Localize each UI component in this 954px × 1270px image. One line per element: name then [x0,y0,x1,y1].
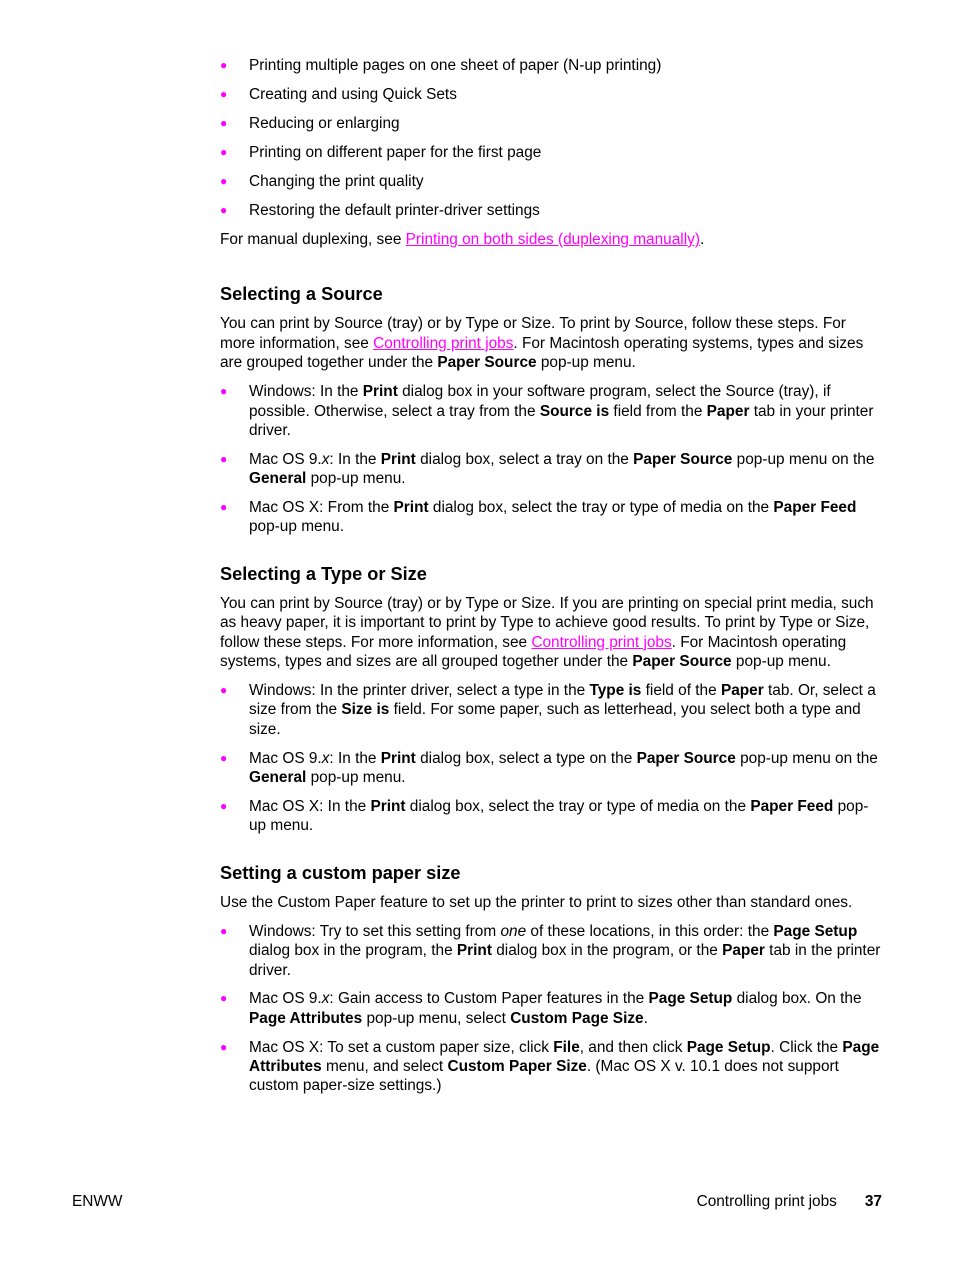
type-size-list [220,681,882,836]
list-item: ● Changing the print quality [220,173,424,190]
bullet-icon: ● [220,58,228,72]
bullet-icon: ● [220,798,228,813]
bullet-icon: ● [220,116,228,130]
section-paragraph: You can print by Source (tray) or by Type or Size. If you are printing on special print media, such as heavy paper, it is important to print by Type to achieve good results. To print by Type or Size, follow these steps. For more information, see Controlling print jobs. For Macintosh operating systems, types and sizes are all grouped together under the Paper Source pop-up menu. [220,594,874,671]
list-item: ● Restoring the default printer-driver settings [220,202,540,219]
bullet-icon: ● [220,145,228,159]
page-footer [72,1192,882,1212]
bullet-icon: ● [220,500,228,515]
bullet-icon: ● [220,87,228,101]
list-item: ● Windows: In the printer driver, select a type in the Type is field of the Paper tab. Or, select a size from the Size is field. For some paper, such as letterhead, you select both a type and size. [220,682,876,738]
bullet-icon: ● [220,683,228,698]
duplex-link[interactable]: Printing on both sides (duplexing manually) [405,231,700,248]
list-item: ● Mac OS X: To set a custom paper size, click File, and then click Page Setup. Click the Page Attributes menu, and select Custom Paper Size. (Mac OS X v. 10.1 does not support custom paper-size settings.) [220,1038,880,1095]
section-paragraph: You can print by Source (tray) or by Type or Size. To print by Source, follow these steps. For more information, see Controlling print jobs. For Macintosh operating systems, types and sizes are grouped together under the Paper Source pop-up menu. [220,315,864,372]
footer-section-title: Controlling print jobs [696,1193,837,1210]
controlling-print-jobs-link[interactable]: Controlling print jobs [373,334,514,352]
list-item: ● Printing on different paper for the first page [220,144,542,161]
custom-size-list [220,922,882,1096]
bullet-icon: ● [220,991,228,1006]
list-item: ● Windows: Try to set this setting from one of these locations, in this order: the Page Setup dialog box in the program, the Print dialog box in the program, or the Paper tab in the printer driver. [220,922,881,979]
section-heading-custom-size: Setting a custom paper size [220,862,461,883]
bullet-icon: ● [220,750,228,765]
footer-label: ENWW [72,1193,123,1210]
list-item: ● Reducing or enlarging [220,115,400,132]
section-heading-source: Selecting a Source [220,284,383,305]
page-content [220,56,882,1105]
bullet-icon: ● [220,174,228,188]
list-item: ● Creating and using Quick Sets [220,86,457,103]
source-list [220,382,882,537]
duplex-paragraph: For manual duplexing, see Printing on both sides (duplexing manually). [220,231,705,248]
bullet-icon: ● [220,384,228,399]
intro-list [220,56,882,220]
bullet-icon: ● [220,923,228,938]
controlling-print-jobs-link[interactable]: Controlling print jobs [531,633,672,651]
page-number: 37 [864,1193,882,1210]
list-item: ● Mac OS 9.x: Gain access to Custom Paper features in the Page Setup dialog box. On the Page Attributes pop-up menu, select Custom Page Size. [220,990,862,1027]
bullet-icon: ● [220,203,228,217]
bullet-icon: ● [220,1039,228,1054]
list-item: ● Mac OS X: From the Print dialog box, select the tray or type of media on the Paper Feed pop-up menu. [220,499,857,536]
section-heading-type-size: Selecting a Type or Size [220,563,427,584]
section-paragraph: Use the Custom Paper feature to set up the printer to print to sizes other than standard ones. [220,893,853,911]
bullet-icon: ● [220,451,228,466]
list-item: ● Mac OS 9.x: In the Print dialog box, select a tray on the Paper Source pop-up menu on the General pop-up menu. [220,450,875,488]
list-item: ● Windows: In the Print dialog box in your software program, select the Source (tray), if possible. Otherwise, select a tray from the Source is field from the Paper tab in your printer driver. [220,383,874,440]
list-item: ● Mac OS 9.x: In the Print dialog box, select a type on the Paper Source pop-up menu on the General pop-up menu. [220,749,878,787]
list-item: ● Mac OS X: In the Print dialog box, select the tray or type of media on the Paper Feed pop-up menu. [220,797,869,835]
list-item: ● Printing multiple pages on one sheet of paper (N-up printing) [220,57,662,74]
footer-right [697,1192,882,1211]
